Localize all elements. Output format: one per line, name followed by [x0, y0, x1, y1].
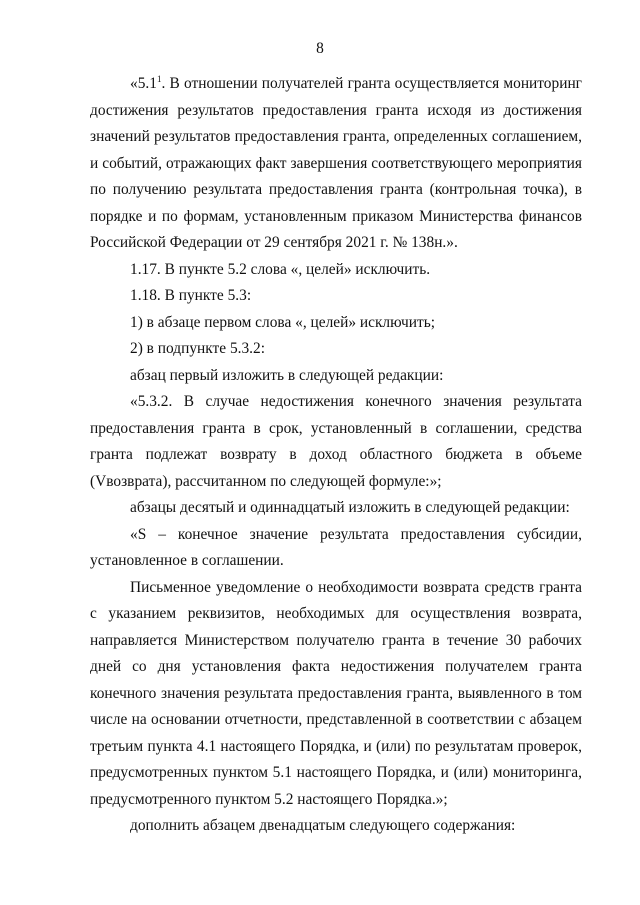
document-body [90, 71, 582, 840]
paragraph-5-1-1-text: . В отношении получателей гранта осуществляется мониторинг достижения результатов предоставления гранта исходя из достижения значений результатов предоставления гранта, определенных соглашением, и событий, отражающих факт завершения соответствующего мероприятия по получению результата предоставления гранта (контрольная точка), в порядке и по формам, установленным приказом Министерства финансов Российской Федерации от 29 сентября 2021 г. № 138н.». [90, 75, 582, 251]
paragraph-abzacy-10-11: абзацы десятый и одиннадцатый изложить в следующей редакции: [130, 499, 570, 516]
paragraph-first-abzac: абзац первый изложить в следующей редакции: [130, 366, 444, 384]
page-number: 8 [316, 40, 324, 57]
superscript-marker: 1 [156, 73, 162, 84]
paragraph-5-1-1-prefix: «5.1 [130, 75, 157, 92]
paragraph-item-1: 1) в абзаце первом слова «, целей» исключить; [130, 313, 436, 331]
paragraph-5-3-2: «5.3.2. В случае недостижения конечного значения результата предоставления гранта в срок, установленный в соглашении, средства гранта подлежат возврату в доход областного бюджета в объеме (Vвозврата), рассчитанном по следующей формуле:»; [90, 393, 582, 490]
paragraph-notification: Письменное уведомление о необходимости возврата средств гранта с указанием реквизитов, необходимых для осуществления возврата, направляется Министерством получателю гранта в течение 30 рабочих дней со дня установления факта недостижения получателем гранта конечного значения результата предоставления гранта, выявленного в том числе на основании отчетности, представленной в соответствии с абзацем третьим пункта 4.1 настоящего Порядка, и (или) по результатам проверок, предусмотренных пунктом 5.1 настоящего Порядка, и (или) мониторинга, предусмотренного пунктом 5.2 настоящего Порядка.»; [90, 578, 582, 808]
paragraph-abzac-12: дополнить абзацем двенадцатым следующего содержания: [130, 817, 516, 834]
paragraph-1-18: 1.18. В пункте 5.3: [130, 287, 252, 304]
paragraph-1-17: 1.17. В пункте 5.2 слова «, целей» исключить. [130, 260, 431, 278]
paragraph-s-definition: «S – конечное значение результата предоставления субсидии, установленное в соглашении. [90, 525, 582, 569]
paragraph-item-2: 2) в подпункте 5.3.2: [130, 340, 266, 357]
paragraph-5-1-1 [90, 71, 582, 257]
